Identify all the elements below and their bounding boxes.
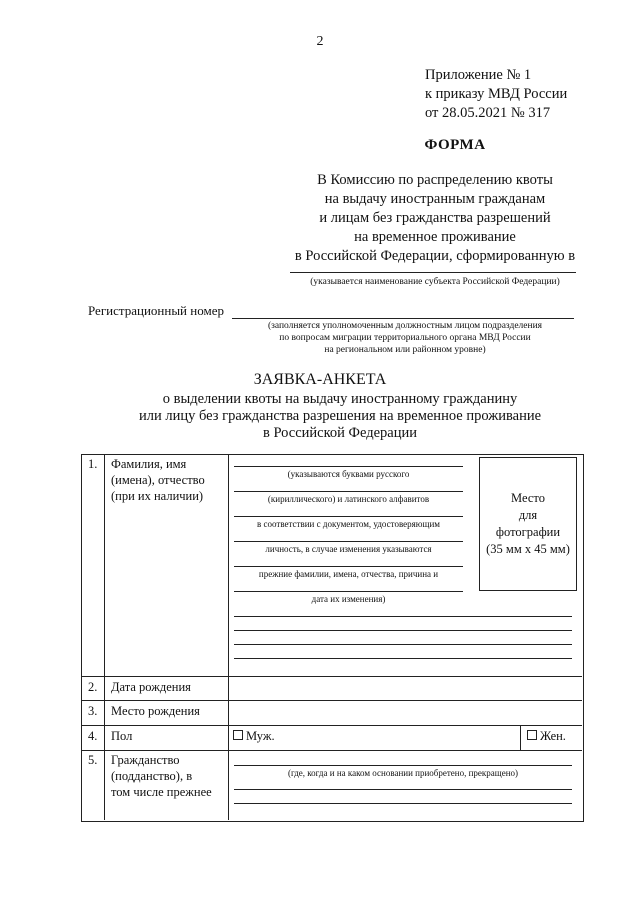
row-divider-2 [81,700,582,701]
subject-input-line[interactable] [290,272,576,273]
subject-hint: (указывается наименование субъекта Российской Федерации) [310,277,560,287]
col-divider-label [228,454,229,820]
photo-text-1: Место [511,491,545,505]
registration-hint [220,320,590,356]
sex-male-option[interactable] [233,728,275,744]
row1-label-2: (имена), отчество [111,473,205,487]
photo-text-3: фотографии [495,525,561,539]
name-line-7[interactable] [234,616,572,617]
registration-input-line[interactable] [232,318,574,319]
name-line-3[interactable] [234,516,463,517]
name-hint-1: (указываются буквами русского [287,469,410,479]
appendix-line-1: Приложение № 1 [425,67,532,83]
form-label: ФОРМА [424,137,486,153]
row5-number: 5. [88,753,98,767]
name-hint-6: дата их изменения) [311,594,386,604]
subtitle-line-3: в Российской Федерации [262,425,418,441]
row-divider-3 [81,725,582,726]
name-line-8[interactable] [234,630,572,631]
male-label: Муж. [246,729,275,743]
registration-label: Регистрационный номер [88,303,224,318]
form-subtitle [60,391,620,442]
name-hint-5: прежние фамилии, имена, отчества, причина и [258,569,439,579]
name-hint-2: (кириллического) и латинского алфавитов [267,494,430,504]
photo-text-2: для [518,508,538,522]
appendix-header [425,66,567,123]
female-label: Жен. [540,729,566,743]
name-hint-3: в соответствии с документом, удостоверяющим [257,519,440,529]
row3-number: 3. [88,704,98,718]
col-divider-num [104,454,105,820]
addressee-block [270,171,600,266]
row-divider-4 [81,750,582,751]
registration-hint-1: (заполняется уполномоченным должностным лицом подразделения [267,321,543,331]
registration-hint-3: на региональном или районном уровне) [324,345,486,355]
name-line-2[interactable] [234,491,463,492]
subtitle-line-2: или лицу без гражданства разрешения на временное проживание [138,408,542,424]
row1-label-1: Фамилия, имя [111,457,187,471]
row2-number: 2. [88,680,98,694]
male-checkbox[interactable] [233,730,243,740]
female-checkbox[interactable] [527,730,537,740]
citizenship-line-2[interactable] [234,789,572,790]
row2-label: Дата рождения [111,680,191,694]
row5-label-1: Гражданство [111,753,180,767]
appendix-line-3: от 28.05.2021 № 317 [425,105,551,121]
subtitle-line-1: о выделении квоты на выдачу иностранному гражданину [162,391,518,407]
row5-label [111,752,212,800]
form-title: ЗАЯВКА-АНКЕТА [253,371,387,388]
addressee-line-3: и лицам без гражданства разрешений [319,210,551,226]
sex-female-option[interactable] [527,728,566,744]
name-line-10[interactable] [234,658,572,659]
addressee-line-5: в Российской Федерации, сформированную в [294,248,576,264]
name-line-4[interactable] [234,541,463,542]
row5-label-2: (подданство), в [111,769,193,783]
appendix-line-2: к приказу МВД России [425,86,568,102]
birth-date-field[interactable] [230,678,580,698]
row3-label: Место рождения [111,704,200,718]
citizenship-hint: (где, когда и на каком основании приобретено, прекращено) [287,768,519,778]
page-number: 2 [316,34,324,49]
registration-hint-2: по вопросам миграции территориального органа МВД России [279,333,531,343]
name-line-5[interactable] [234,566,463,567]
photo-text-4: (35 мм х 45 мм) [486,542,570,556]
row-divider-1 [81,676,582,677]
col-divider-sex [520,725,521,750]
row1-label [111,456,205,504]
name-line-1[interactable] [234,466,463,467]
addressee-line-4: на временное проживание [354,229,516,245]
citizenship-line-1[interactable] [234,765,572,766]
addressee-line-1: В Комиссию по распределению квоты [317,172,553,188]
photo-placeholder [479,457,577,591]
name-line-9[interactable] [234,644,572,645]
row1-number: 1. [88,457,98,471]
row4-number: 4. [88,729,98,743]
name-line-6[interactable] [234,591,463,592]
birth-place-field[interactable] [230,702,580,723]
row1-label-3: (при их наличии) [111,489,204,503]
citizenship-line-3[interactable] [234,803,572,804]
name-hint-4: личность, в случае изменения указываются [265,544,432,554]
row5-label-3: том числе прежнее [111,785,212,799]
row4-label: Пол [111,729,133,743]
addressee-line-2: на выдачу иностранным гражданам [324,191,546,207]
